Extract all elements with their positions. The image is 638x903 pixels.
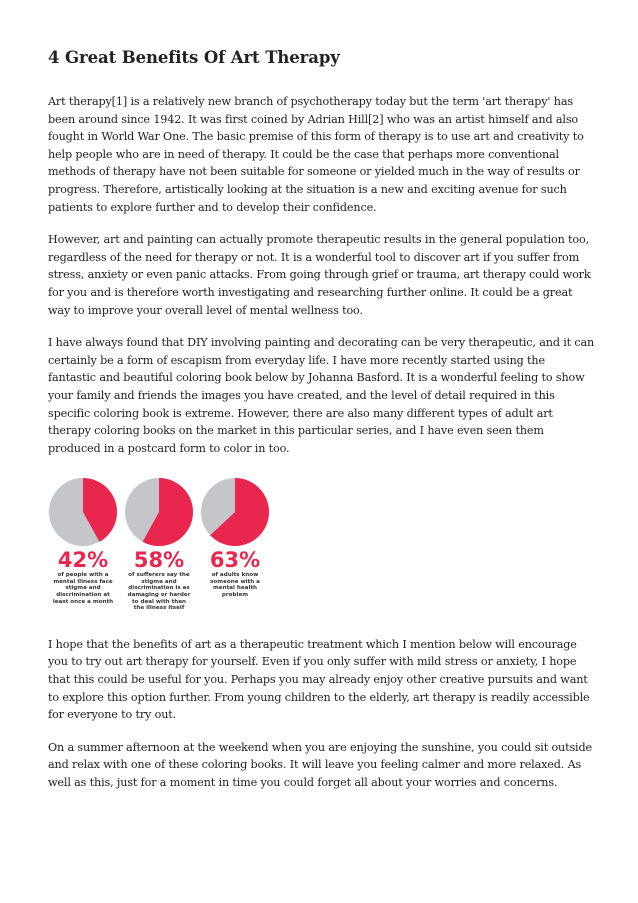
paragraph: On a summer afternoon at the weekend when you are enjoying the sunshine, you could sit outside and relax with one of these coloring books. It will leave you feeling calmer and more relaxed. As well as this, just for a moment in time you could forget all about your worries and concerns. bbox=[48, 740, 592, 789]
document-title: 4 Great Benefits Of Art Therapy bbox=[48, 48, 340, 67]
document-page bbox=[48, 48, 596, 807]
pie-chart bbox=[48, 477, 118, 547]
paragraph: I hope that the benefits of art as a therapeutic treatment which I mention below will encourage you to try out art therapy for yourself. Even if you only suffer with mild stress or anxiety, I hope that this could be useful for you. Perhaps you may already enjoy other creative pursuits and want to explore this option further. From young children to the elderly, art therapy is readily accessible for everyone to try out. bbox=[48, 637, 590, 722]
stat-percentage: 63% bbox=[209, 548, 261, 573]
stat-item bbox=[124, 477, 194, 612]
paragraph: I have always found that DIY involving painting and decorating can be very therapeutic, and it can certainly be a form of escapism from everyday life. I have more recently started using the fantastic and beautiful coloring book below by Johanna Basford. It is a wonderful feeling to show your family and friends the images you have created, and the level of detail required in this specific coloring book is extreme. However, there are also many different types of adult art therapy coloring books on the market in this particular series, and I have even seen them produced in a postcard form to color in too. bbox=[48, 336, 595, 455]
stat-percentage: 42% bbox=[57, 548, 109, 573]
pie-chart bbox=[200, 477, 270, 547]
stat-item bbox=[48, 477, 118, 612]
pie-chart bbox=[124, 477, 194, 547]
paragraph: However, art and painting can actually promote therapeutic results in the general population too, regardless of the need for therapy or not. It is a wonderful tool to discover art if you suffer from stress, anxiety or even panic attacks. From going through grief or trauma, art therapy could work for you and is therefore worth investigating and researching further online. It could be a great way to improve your overall level of mental wellness too. bbox=[48, 233, 591, 317]
stat-item bbox=[200, 477, 270, 612]
stat-caption: of sufferers say the stigma and discrimination is as damaging or harder to deal with than the illness itself bbox=[127, 572, 191, 612]
stigma-infographic bbox=[48, 477, 596, 612]
stat-percentage: 58% bbox=[133, 548, 185, 573]
stat-caption: of adults know someone with a mental health problem bbox=[210, 572, 260, 599]
stat-caption: of people with a mental illness face stigma and discrimination at least once a month bbox=[52, 572, 114, 605]
paragraph: Art therapy[1] is a relatively new branch of psychotherapy today but the term 'art therapy' has been around since 1942. It was first coined by Adrian Hill[2] who was an artist himself and also fought in World War One. The basic premise of this form of therapy is to use art and creativity to help people who are in need of therapy. It could be the case that perhaps more conventional methods of therapy have not been suitable for someone or yielded much in the way of results or progress. Therefore, artistically looking at the situation is a new and exciting avenue for such patients to explore further and to develop their confidence. bbox=[48, 95, 584, 214]
